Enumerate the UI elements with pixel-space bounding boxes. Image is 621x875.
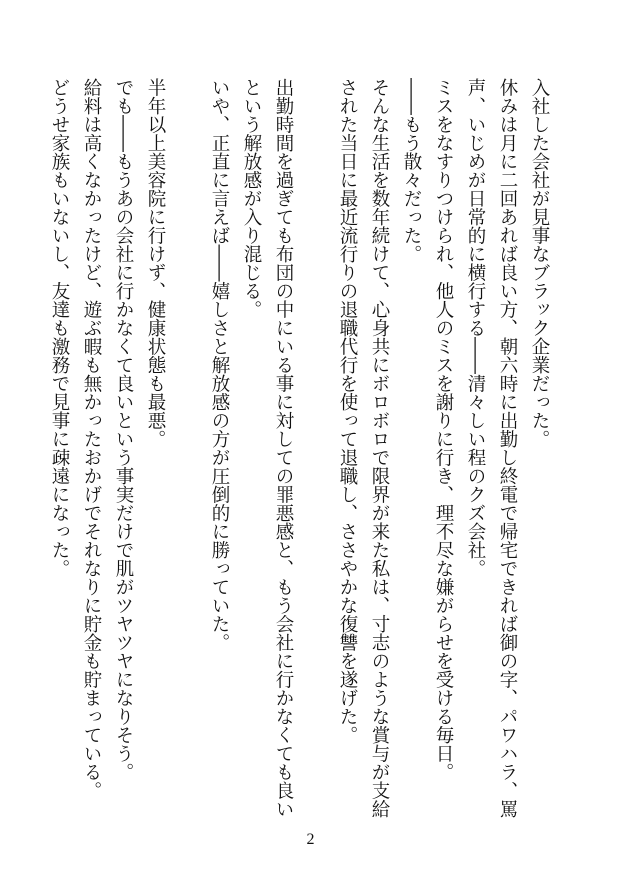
text-line: でも――もうあの会社に行かなくて良いという事実だけで肌がツヤツヤになりそう。 <box>113 78 134 781</box>
text-line: という解放感が入り混じる。 <box>241 78 262 319</box>
paragraph-gap <box>171 78 203 778</box>
text-line: 給料は高くなかったけど、遊ぶ暇も無かったおかげでそれなりに貯金も貯まっている。 <box>81 78 102 800</box>
text-line: 半年以上美容院に行けず、健康状態も最悪。 <box>145 78 166 448</box>
text-line: そんな生活を数年続けて、心身共にボロボロで限界が来た私は、寸志のような賞与が支給 <box>369 78 390 818</box>
vertical-text-body <box>43 78 555 818</box>
text-line: 出勤時間を過ぎても布団の中にいる事に対しての罪悪感と、もう会社に行かなくても良い <box>273 78 294 818</box>
text-line: 声、いじめが日常的に横行する――清々しい程のクズ会社。 <box>465 78 486 578</box>
text-line: 入社した会社が見事なブラック企業だった。 <box>529 78 550 448</box>
text-line: ――もう散々だった。 <box>401 78 422 263</box>
text-line: 休みは月に二回あれば良い方、朝六時に出勤し終電で帰宅できれば御の字、パワハラ、罵 <box>497 78 518 818</box>
text-line: どうせ家族もいないし、友達も激務で見事に疎遠になった。 <box>49 78 70 578</box>
text-line: された当日に最近流行りの退職代行を使って退職し、ささやかな復讐を遂げた。 <box>337 78 358 744</box>
text-line: ミスをなすりつけられ、他人のミスを謝りに行き、理不尽な嫌がらせを受ける毎日。 <box>433 78 454 781</box>
paragraph-gap <box>299 78 331 778</box>
page-number: 2 <box>306 831 315 848</box>
text-line: いや、正直に言えば――嬉しさと解放感の方が圧倒的に勝っていた。 <box>209 78 230 652</box>
